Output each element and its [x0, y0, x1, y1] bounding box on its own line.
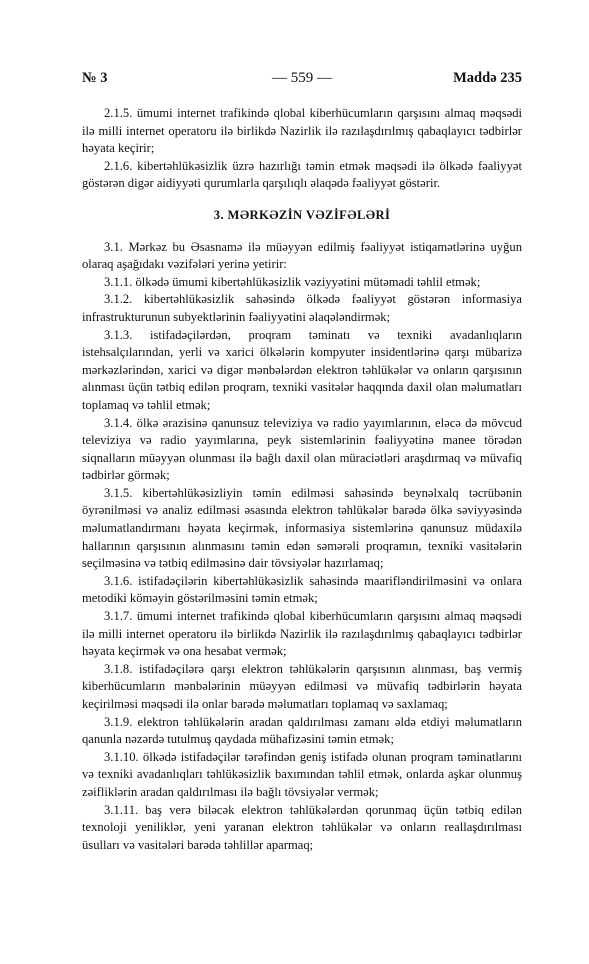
article-number: Maddə 235	[453, 70, 522, 86]
section-title: 3. MƏRKƏZİN VƏZİFƏLƏRİ	[213, 207, 391, 222]
paragraph-3-1-7: 3.1.7. ümumi internet trafikində qlobal kiberhücumların qarşısını almaq məqsədi ilə milli internet operatoru ilə birlikdə Nazirlik ilə razılaşdırılmış qabaqlayıcı tədbirlər həyata keçirmək və ona hesabat vermək;	[82, 609, 522, 659]
paragraph-3-1-9: 3.1.9. elektron təhlükələrin aradan qaldırılması zamanı əldə etdiyi məlumatların qanunla nəzərdə tutulmuş qaydada mühafizəsini təmin etmək;	[82, 714, 522, 747]
page-header	[82, 70, 522, 92]
document-page	[82, 70, 522, 854]
paragraph-3-1-3: 3.1.3. istifadəçilərdən, proqram təminatı və texniki avadanlıqların istehsalçılarından, yerli və xarici ölkələrin kompyuter insidentlərinə qarşı mübarizə mərkəzlərindən, xarici və digər mənbələrdən elektron təhlükələr və onların qarşısının alınması üçün tətbiq edilən proqram, texniki vasitələr haqqında daxil olan məlumatları toplamaq və təhlil etmək;	[82, 327, 522, 412]
paragraph-3-1-6: 3.1.6. istifadəçilərin kibertəhlükəsizlik sahəsində maarifləndirilməsini və onlara metodiki köməyin göstərilməsini təmin etmək;	[82, 573, 522, 606]
page-number: — 559 —	[272, 70, 332, 86]
paragraph-3-1-11: 3.1.11. baş verə biləcək elektron təhlükələrdən qorunmaq üçün tətbiq edilən texnoloji yeniliklər, yeni yaranan elektron təhlükələr və onların reallaşdırılması üsulları və vasitələri barədə təhlillər aparmaq;	[82, 802, 522, 852]
paragraph-3-1: 3.1. Mərkəz bu Əsasnamə ilə müəyyən edilmiş fəaliyyət istiqamətlərinə uyğun olaraq aşağıdakı vəzifələri yerinə yetirir:	[82, 239, 522, 272]
paragraph-3-1-2: 3.1.2. kibertəhlükəsizlik sahəsində ölkədə fəaliyyət göstərən informasiya infrastrukturunun subyektlərinin fəaliyyətini əlaqələndirmək;	[82, 292, 522, 324]
issue-number: № 3	[82, 70, 108, 86]
paragraph-3-1-8: 3.1.8. istifadəçilərə qarşı elektron təhlükələrin qarşısının alınması, baş vermiş kiberhücumların mənbələrinin müəyyən edilməsi və müvafiq tədbirlərin həyata keçirilməsi məqsədi ilə onlar barədə məlumatları toplamaq və saxlamaq;	[82, 661, 522, 711]
paragraph-3-1-5: 3.1.5. kibertəhlükəsizliyin təmin edilməsi sahəsində beynəlxalq təcrübənin öyrənilməsi və analiz edilməsi əsasında elektron təhlükələr barədə ölkə səviyyəsində məlumatlandırmanı həyata keçirmək, informasiya sistemlərinə qanunsuz müdaxilə hallarının qarşısının alınmasını təmin edən səmərəli proqramın, texniki vasitələrin seçilməsinə və tətbiq edilməsinə dair tövsiyələr hazırlamaq;	[82, 485, 522, 571]
paragraph-3-1-1: 3.1.1. ölkədə ümumi kibertəhlükəsizlik vəziyyətini mütəmadi təhlil etmək;	[104, 274, 481, 289]
document-body	[82, 105, 522, 854]
paragraph-2-1-5: 2.1.5. ümumi internet trafikində qlobal kiberhücumların qarşısını almaq məqsədi ilə milli internet operatoru ilə birlikdə Nazirlik ilə razılaşdırılmış qabaqlayıcı tədbirlər həyata keçirir;	[82, 106, 522, 156]
paragraph-3-1-4: 3.1.4. ölkə ərazisinə qanunsuz televiziya və radio yayımlarının, eləcə də mövcud televiziya və radio yayımlarına, peyk sistemlərinin fəaliyyətinə manee törədən siqnalların müəyyən olunması ilə bağlı daxil olan müraciətləri araşdırmaq və müvafiq tədbirlər görmək;	[82, 415, 522, 483]
paragraph-2-1-6: 2.1.6. kibertəhlükəsizlik üzrə hazırlığı təmin etmək məqsədi ilə ölkədə fəaliyyət göstərən digər aidiyyəti qurumlarla qarşılıqlı əlaqədə fəaliyyət göstərir.	[82, 158, 522, 191]
paragraph-3-1-10: 3.1.10. ölkədə istifadəçilər tərəfindən geniş istifadə olunan proqram təminatlarını və texniki avadanlıqları təhlükəsizlik baxımından təhlil etmək, onlarda aşkar olunmuş zəifliklərin aradan qaldırılması ilə bağlı tövsiyələr vermək;	[82, 749, 522, 799]
